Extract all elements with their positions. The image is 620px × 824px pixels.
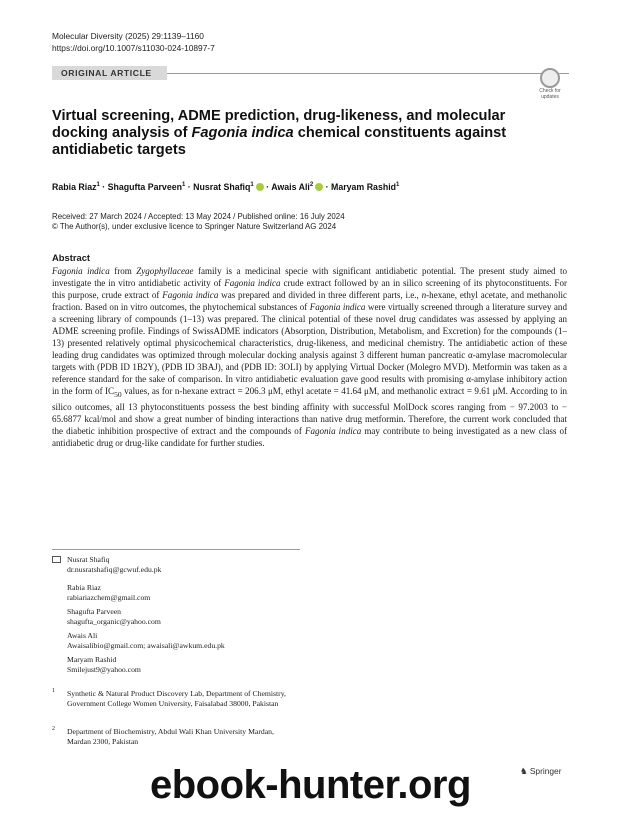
title-part-1: Virtual screening, ADME prediction, drug-likeness, and molecular docking analysis of	[52, 108, 506, 141]
contact-name: Awais Ali	[67, 631, 98, 640]
contact-email[interactable]: Awaisalibio@gmail.com; awaisali@awkum.edu.pk	[67, 640, 225, 650]
author-affiliation-mark: 1	[250, 182, 254, 188]
abstract-text: were virtually screened through a literature survey and a screening library of compounds (1–13) was prepared. The clinical potential of these novel drug candidates was assessed by applying an ADME screening profile. Findings of SwissADME indicators (Absorption, Distribution, Metabolism, and Excretion) for the compounds (1–13) presented relatively optimal physicochemical characteristics, drug-likeness, and medicinal chemistry. The antidiabetic action of these leading drug candidates was optimized through molecular docking analysis against 3 different human pancreatic α-amylase macromolecular targets with (PDB ID 1B2Y), (PDB ID 3BAJ), and (PDB ID: 3OLI) by applying Virtual Docker (Molegro MVD). Metformin was taken as a reference standard for the sake of comparison. In vitro antidiabetic evaluation gave good results with promising α-amylase inhibitory action in the form of IC	[52, 302, 567, 396]
author-affiliation-mark: 1	[396, 182, 400, 188]
abstract-species: Fagonia indica	[52, 266, 110, 276]
contact-email[interactable]: shagufta_organic@yahoo.com	[67, 616, 161, 626]
header-divider	[167, 73, 569, 74]
title-part-2: chemical constituents against antidiabetic targets	[52, 125, 507, 158]
abstract-text: may contribute to being investigated as a new class of antidiabetic drug or drug-like candidate for further studies.	[52, 425, 567, 448]
publisher-name: Springer	[529, 766, 562, 776]
author-name[interactable]: Nusrat Shafiq	[193, 182, 251, 192]
affiliation-number: 2	[52, 726, 55, 732]
article-title	[52, 108, 522, 159]
abstract-text: values, as for n-hexane extract = 206.3 μM, ethyl acetate = 41.64 μM, and methanolic extract = 9.61 μM. According to in silico outcomes, all 13 phytoconstituents possess the best binding affinity with successful MolDock scores ranging from − 97.2003 to − 65.6877 kcal/mol and show a great number of binding interactions than native drug metformin. Therefore, the current work concluded that the diabetic inhibition prospective of extract and the compounds of	[52, 386, 567, 436]
contact-block	[52, 555, 312, 685]
title-species: Fagonia indica	[191, 125, 294, 141]
author-affiliation-mark: 2	[309, 182, 314, 188]
affiliation-item	[52, 689, 312, 725]
contact-entry	[67, 583, 150, 602]
author-name[interactable]: Shagufta Parveen	[107, 182, 182, 192]
contact-entry	[67, 631, 225, 650]
doi-link[interactable]: https://doi.org/10.1007/s11030-024-10897-7	[52, 42, 215, 53]
abstract-text: was prepared and divided in three different parts, i.e.,	[218, 290, 422, 300]
abstract-family: Zygophyllaceae	[136, 266, 194, 276]
check-for-updates-icon[interactable]	[540, 68, 560, 88]
watermark-text: ebook-hunter.org	[150, 763, 471, 807]
abstract-text: -hexane, ethyl acetate, and methanolic fraction. Based on in vitro outcomes, the phytochemical substances of	[52, 290, 567, 312]
contact-entry	[67, 655, 141, 674]
contact-entry	[67, 555, 161, 574]
abstract-heading: Abstract	[52, 252, 91, 263]
contact-entry	[67, 607, 161, 626]
springer-horse-icon: ♞	[520, 766, 528, 776]
check-for-updates-label[interactable]: Check for updates	[539, 88, 561, 100]
affiliation-item	[52, 727, 312, 753]
orcid-icon[interactable]	[315, 183, 323, 191]
author-affiliation-mark: 1	[181, 182, 186, 188]
orcid-icon[interactable]	[256, 183, 264, 191]
article-type-label: ORIGINAL ARTICLE	[52, 66, 167, 80]
abstract-text: crude extract followed by an in silico screening of its phytoconstituents. For this purpose, crude extract of	[52, 278, 567, 300]
abstract-species: Fagonia indica	[224, 278, 281, 288]
journal-citation: Molecular Diversity (2025) 29:1139–1160	[52, 31, 204, 41]
ic50-subscript: 50	[114, 389, 122, 399]
affiliation-text: Department of Biochemistry, Abdul Wali Khan University Mardan, Mardan 2300, Pakistan	[67, 727, 274, 746]
abstract-species: Fagonia indica	[304, 425, 362, 436]
copyright-line: © The Author(s), under exclusive licence to Springer Nature Switzerland AG 2024	[52, 221, 337, 231]
contact-name: Maryam Rashid	[67, 655, 117, 664]
abstract-species: Fagonia indica	[162, 290, 219, 300]
affiliation-number: 1	[52, 688, 55, 694]
abstract-text: family is a medicinal specie with significant antidiabetic potential. The present study aimed to investigate the in vitro antidiabetic activity of	[52, 266, 567, 288]
author-affiliation-mark: 1	[96, 182, 100, 188]
history-dates: Received: 27 March 2024 / Accepted: 13 May 2024 / Published online: 16 July 2024	[52, 212, 345, 221]
author-name[interactable]: Awais Ali	[271, 182, 310, 192]
footnote-divider	[52, 549, 300, 550]
contact-email[interactable]: dr.nusratshafiq@gcwuf.edu.pk	[67, 564, 162, 574]
author-list: Rabia Riaz$^1$ · Shagufta Parveen$^1$ · Nusrat Shafiq$^1$ · Awais Ali$^2$ · Maryam Rashid$^1$	[52, 182, 400, 192]
publisher-logo	[520, 766, 562, 776]
contact-email[interactable]: Smilejust9@yahoo.com	[67, 664, 141, 674]
contact-email[interactable]: rabiariazchem@gmail.com	[67, 592, 151, 602]
contact-name: Rabia Riaz	[67, 583, 101, 592]
author-name[interactable]: Rabia Riaz	[52, 182, 97, 192]
abstract-species: Fagonia indica	[309, 302, 366, 312]
publication-dates	[52, 212, 345, 231]
contact-name: Nusrat Shafiq	[67, 555, 110, 564]
contact-name: Shagufta Parveen	[67, 607, 122, 616]
affiliation-text: Synthetic & Natural Product Discovery Lab, Department of Chemistry, Government College Women University, Faisalabad 38000, Pakistan	[67, 689, 286, 708]
abstract-italic-n: n	[421, 290, 427, 300]
journal-header	[52, 31, 215, 54]
author-name[interactable]: Maryam Rashid	[331, 182, 397, 192]
abstract-text: from	[109, 266, 137, 276]
envelope-icon	[52, 556, 61, 563]
abstract-body	[52, 265, 567, 449]
